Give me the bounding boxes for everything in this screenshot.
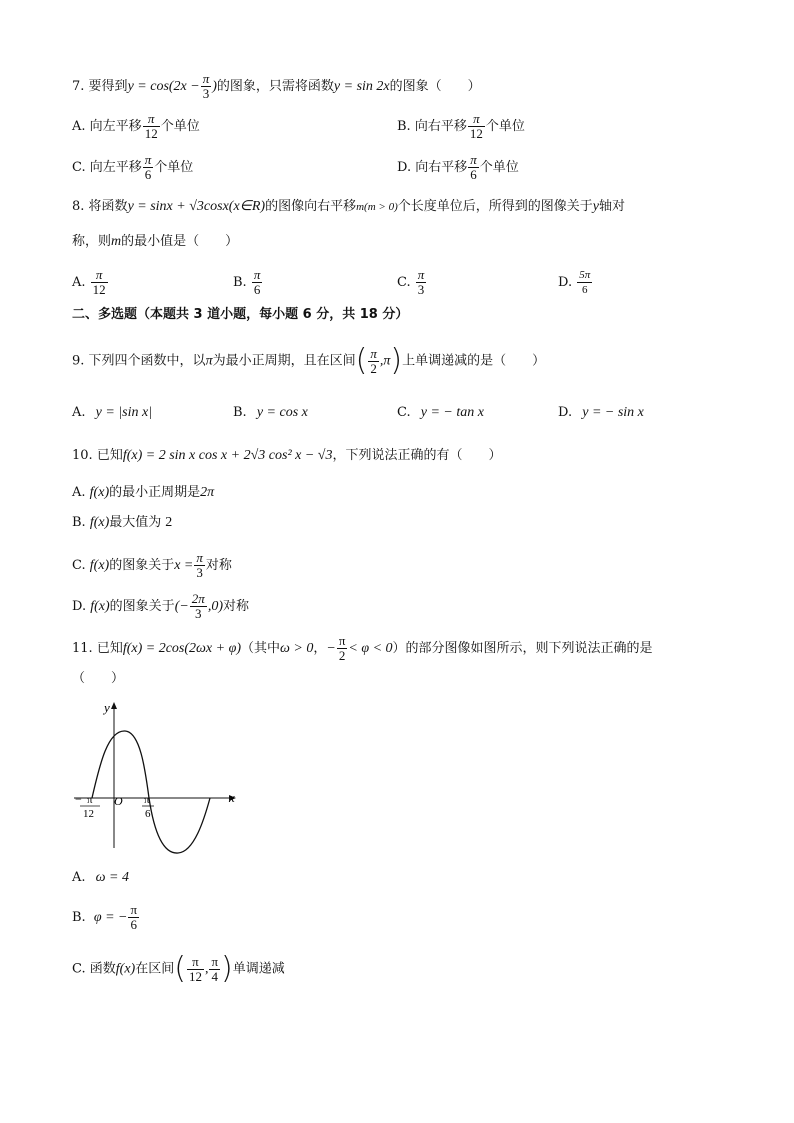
q9-interval-right: ,π (379, 353, 391, 369)
option-label: B. (233, 405, 247, 420)
option-fraction (143, 153, 154, 182)
q8-function: y = sinx + √3cosx(x∈R) (127, 199, 266, 214)
q7-option-a[interactable] (72, 112, 200, 141)
frac-num: π (468, 112, 485, 127)
option-label: A. (72, 870, 86, 885)
x-axis-label: x (229, 790, 235, 805)
q8-tail-2: 轴对 (598, 199, 625, 214)
option-label: C. (72, 961, 86, 977)
option-label: C. (397, 405, 411, 420)
q9-tail: 上单调递减的是（ ） (402, 353, 546, 369)
q7-option-c[interactable] (72, 153, 193, 182)
q8-stem-line1 (72, 198, 625, 216)
frac-den: 6 (470, 167, 477, 182)
option-left-paren: ( (174, 951, 186, 986)
option-fraction (128, 903, 139, 932)
y-axis-arrow (111, 702, 117, 709)
q8-line2a: 称，则 (72, 234, 112, 249)
option-value: 2π (200, 485, 215, 500)
option-func: f(x) (115, 961, 136, 977)
option-label: A. (72, 275, 86, 290)
q11-omega: ω > 0 (280, 641, 314, 656)
q8-stem-line2 (72, 233, 238, 251)
q9-lead: 下列四个函数中，以 (88, 353, 206, 369)
frac-num: π (196, 550, 203, 565)
frac-num: π (370, 345, 377, 361)
option-formula: y = cos x (256, 405, 308, 420)
q8-tail-1: 个长度单位后，所得到的图像关于 (397, 199, 593, 214)
frac-num: 2π (191, 591, 205, 606)
q11-lead: 已知 (96, 641, 123, 656)
option-fraction (416, 268, 427, 297)
q9-stem (72, 343, 546, 378)
q8-option-b[interactable] (233, 268, 263, 297)
option-text: 最大值为 (109, 515, 162, 530)
frac-num: π (143, 112, 160, 127)
option-func: f(x) (90, 599, 110, 614)
option-label: D. (397, 160, 412, 175)
tick1-num: π (87, 794, 93, 806)
q11-stem-line1 (72, 634, 653, 663)
option-text: 的图象关于 (109, 599, 175, 614)
q8-number: 8. (72, 199, 85, 214)
q11-comma: ， (313, 641, 327, 656)
option-fraction (577, 268, 592, 297)
q9-number: 9. (72, 353, 85, 369)
frac-num: π (253, 267, 261, 282)
option-label: C. (397, 275, 411, 290)
q9-mid: 为最小正周期，且在区间 (212, 353, 356, 369)
q11-function: f(x) = 2cos(2ωx + φ) (122, 641, 241, 656)
frac-num: π (144, 152, 152, 167)
q8-mid: 的图像向右平移 (265, 199, 357, 214)
option-fraction (194, 551, 205, 580)
tick1-sign: − (75, 792, 82, 806)
q8-shift: m(m > 0) (356, 201, 398, 213)
option-fraction-2 (209, 955, 220, 984)
frac-den: 6 (581, 284, 588, 296)
q10-stem (72, 447, 502, 465)
q11-number: 11. (72, 641, 93, 656)
q7-option-d[interactable] (397, 153, 519, 182)
option-text: 的最小正周期是 (109, 485, 201, 500)
q10-lead: 已知 (96, 448, 123, 463)
option-func: f(x) (89, 485, 110, 500)
option-text-tail: 个单位 (154, 160, 194, 175)
frac-den: 2 (370, 360, 377, 376)
q9-interval-fraction (368, 347, 379, 376)
q9-left-paren: ( (355, 343, 368, 378)
q10-option-d[interactable] (72, 592, 249, 621)
option-text-tail: 个单位 (479, 160, 519, 175)
q11-option-b[interactable] (72, 903, 140, 932)
option-formula: y = |sin x| (95, 405, 153, 420)
option-fraction (468, 112, 485, 141)
option-text-tail: 对称 (205, 558, 232, 573)
option-formula: ω = 4 (95, 870, 130, 885)
q9-pi: π (205, 353, 213, 369)
q10-function: f(x) = 2 sin x cos x + 2√3 cos² x − √3 (122, 448, 333, 463)
option-label: B. (72, 910, 86, 925)
option-label: B. (233, 275, 247, 290)
option-text-tail: 个单位 (485, 119, 525, 134)
q7-option-b[interactable] (397, 112, 525, 141)
frac-den: 6 (253, 282, 261, 297)
option-text: 向右平移 (414, 119, 467, 134)
q11-option-a[interactable] (72, 869, 129, 887)
q11-cond-fraction (337, 634, 348, 663)
option-text-tail: 单调递减 (232, 961, 285, 977)
q10-tail: ，下列说法正确的有（ ） (332, 448, 502, 463)
option-fraction-1 (187, 955, 204, 984)
q11-cond-minus: − (326, 641, 336, 656)
q7-frac-num: π (202, 71, 210, 86)
q7-stem (72, 72, 481, 101)
option-text: 的图象关于 (109, 558, 175, 573)
option-label: D. (72, 599, 87, 614)
option-right-paren: ) (221, 951, 233, 986)
option-text: 向左平移 (89, 119, 142, 134)
option-label: D. (558, 405, 573, 420)
option-text-tail: 对称 (222, 599, 249, 614)
q7-fraction (201, 72, 212, 101)
frac-num: π (187, 955, 204, 970)
option-text-mid: 在区间 (135, 961, 175, 977)
frac-den: 6 (130, 917, 137, 932)
frac-den: 2 (338, 648, 346, 663)
frac-den: 12 (188, 968, 202, 984)
q9-option-d[interactable] (558, 404, 644, 422)
frac-den: 3 (195, 606, 202, 621)
option-func: f(x) (89, 515, 110, 530)
option-label: B. (397, 119, 411, 134)
section-title: 二、多选题（本题共 3 道小题，每小题 6 分，共 18 分） (72, 307, 409, 322)
frac-den: 12 (92, 282, 106, 297)
option-formula-pre: (− (174, 599, 189, 614)
option-text-tail: 个单位 (160, 119, 200, 134)
frac-num: π (338, 633, 346, 648)
q10-option-b[interactable] (72, 514, 172, 532)
frac-num: π (417, 267, 425, 282)
tick1-den: 12 (83, 808, 94, 820)
y-axis-label: y (104, 700, 110, 715)
q7-formula-1-pre: y = cos(2x − (127, 79, 200, 94)
option-fraction (91, 268, 108, 297)
option-label: C. (72, 558, 86, 573)
q8-yaxis: y (592, 199, 599, 214)
q9-right-paren: ) (390, 343, 403, 378)
q7-formula-1-post: ) (212, 79, 217, 94)
q9-option-c[interactable] (397, 404, 484, 422)
q8-lead: 将函数 (88, 199, 128, 214)
q7-lead: 要得到 (88, 79, 128, 94)
option-formula: y = − tan x (420, 405, 484, 420)
frac-den: 3 (417, 282, 425, 297)
tick2-num: π (144, 794, 150, 806)
option-label: A. (72, 485, 86, 500)
option-fraction (143, 112, 160, 141)
cosine-curve (92, 731, 210, 853)
option-fraction (252, 268, 263, 297)
tick2-den: 6 (145, 808, 151, 820)
q11-paren: （ ） (72, 671, 125, 686)
frac-num: π (130, 902, 138, 917)
option-text: 向右平移 (415, 160, 468, 175)
q11-cond-range: < φ < 0 (348, 641, 393, 656)
q7-formula-2: y = sin 2x (333, 79, 390, 94)
option-text: 函数 (89, 961, 116, 977)
q10-option-a[interactable] (72, 484, 214, 502)
q7-number: 7. (72, 79, 85, 94)
origin-label: O (114, 794, 123, 808)
frac-num: π (91, 268, 108, 283)
frac-num: 5π (579, 269, 591, 281)
option-label: D. (558, 275, 573, 290)
option-label: C. (72, 160, 86, 175)
q8-option-a[interactable] (72, 268, 109, 297)
option-label: B. (72, 515, 86, 530)
option-formula: y = − sin x (582, 405, 644, 420)
option-value: 2 (165, 515, 173, 530)
q10-option-c[interactable] (72, 551, 232, 580)
q11-cond-open: （其中 (241, 641, 281, 656)
frac-den: 3 (196, 565, 203, 580)
option-formula-pre: x = (174, 558, 194, 573)
frac-den: 4 (211, 968, 218, 984)
option-label: A. (72, 119, 86, 134)
q9-option-b[interactable] (233, 404, 308, 422)
q8-option-d[interactable] (558, 268, 593, 297)
q10-number: 10. (72, 448, 93, 463)
frac-den: 12 (469, 126, 483, 141)
option-func: f(x) (89, 558, 110, 573)
frac-num: π (470, 152, 477, 167)
q7-tail: 的图象（ ） (389, 79, 481, 94)
q8-line2b: 的最小值是（ ） (121, 234, 239, 249)
q11-function-graph (70, 698, 250, 858)
q7-mid: 的图象，只需将函数 (216, 79, 334, 94)
q11-tail: ）的部分图像如图所示，则下列说法正确的是 (392, 641, 653, 656)
q11-option-c[interactable]: C. 函数f(x)在区间( $\frac{\pi}{12}$ , $\frac{\pi}{4}$ )单调递减 (72, 951, 285, 986)
q9-option-a[interactable] (72, 404, 152, 422)
q7-frac-den: 3 (202, 86, 210, 101)
frac-den: 6 (144, 167, 152, 182)
q8-m: m (111, 234, 122, 249)
option-fraction (190, 592, 207, 621)
option-text: 向左平移 (89, 160, 142, 175)
frac-den: 12 (144, 126, 158, 141)
option-formula-post: ,0) (207, 599, 223, 614)
frac-num: π (211, 953, 219, 969)
option-fraction (468, 153, 479, 182)
option-label: A. (72, 405, 86, 420)
option-formula-pre: φ = − (93, 910, 128, 925)
q8-option-c[interactable] (397, 268, 427, 297)
